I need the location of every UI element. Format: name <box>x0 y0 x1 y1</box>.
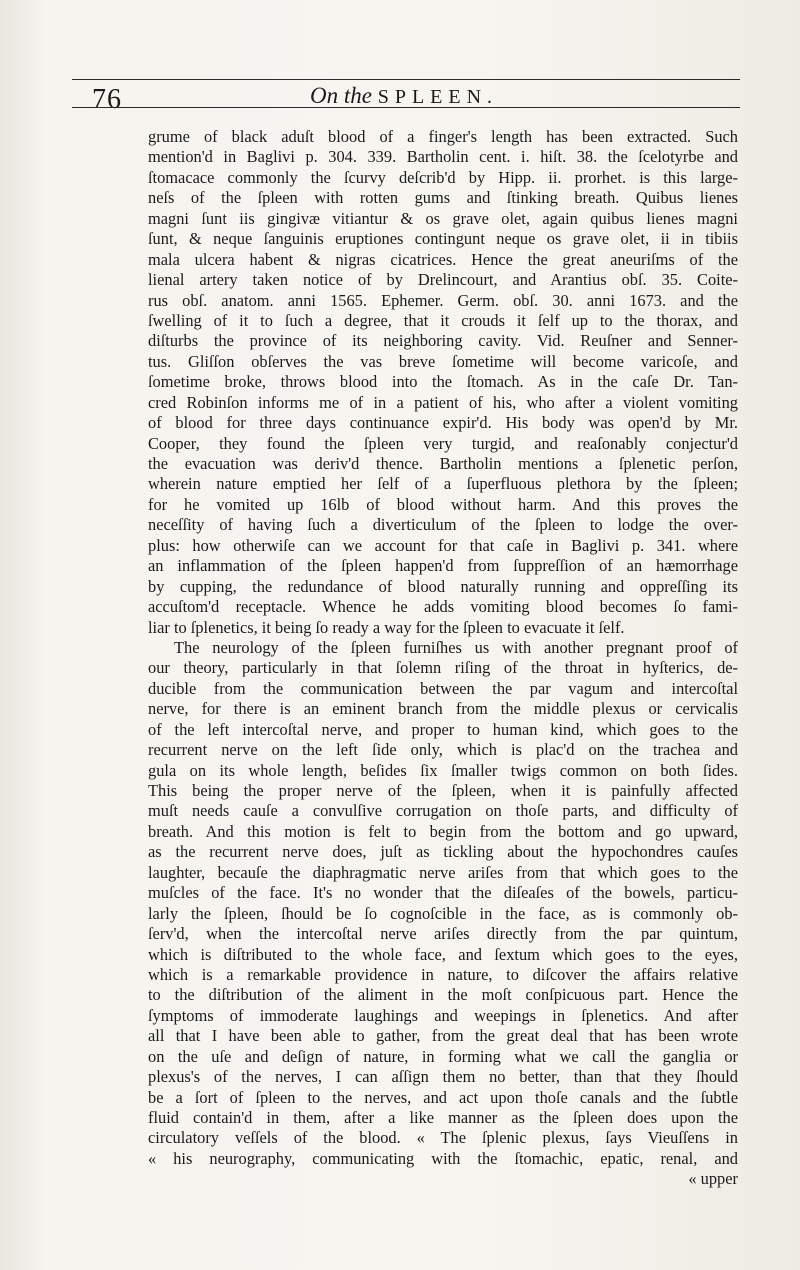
text-line: ſerv'd, when the intercoſtal nerve ariſes directly from the par quintum, <box>148 924 738 944</box>
text-line: the evacuation was deriv'd thence. Bartholin mentions a ſplenetic perſon, <box>148 454 738 473</box>
text-line: muſcles of the face. It's no wonder that the diſeaſes of the bowels, particu- <box>148 883 738 903</box>
text-line: by cupping, the redundance of blood naturally running and oppreſſing its <box>148 576 738 596</box>
paragraph-start-line: The neurology of the ſpleen furniſhes us with another pregnant proof of <box>174 637 738 657</box>
text-line: wherein nature emptied her ſelf of a ſuperfluous plethora by the ſpleen; <box>148 474 738 494</box>
text-line: an inflammation of the ſpleen happen'd from ſuppreſſion of an hæmorrhage <box>148 556 738 576</box>
text-line: be a ſort of ſpleen to the nerves, and act upon thoſe canals and the ſubtle <box>148 1087 738 1107</box>
text-line: grume of black aduſt blood of a finger's length has been extracted. Such <box>148 127 738 146</box>
text-line: as the recurrent nerve does, juſt as tickling about the hypochondres cauſes <box>148 842 738 862</box>
text-line: which is a remarkable providence in nature, to diſcover the affairs relative <box>148 964 738 984</box>
text-line: tus. Gliſſon obſerves the vas breve ſometime will become varicoſe, and <box>148 351 738 371</box>
text-line: mala ulcera habent & nigras cicatrices. Hence the great aneuriſms of the <box>148 249 738 269</box>
text-line: Cooper, they found the ſpleen very turgid, and reaſonably conjectur'd <box>148 433 738 453</box>
text-line: on the uſe and deſign of nature, in forming what we call the ganglia or <box>148 1046 738 1066</box>
text-line: of blood for three days continuance expir'd. His body was open'd by Mr. <box>148 413 738 433</box>
text-line: neceſſity of having ſuch a diverticulum of the ſpleen to lodge the over- <box>148 515 738 535</box>
catchword: « upper <box>688 1169 738 1189</box>
text-line: larly the ſpleen, ſhould be ſo cognoſcible in the face, as is commonly ob- <box>148 903 738 923</box>
text-line: laughter, becauſe the diaphragmatic nerve ariſes from that which goes to the <box>148 862 738 882</box>
text-line: ſunt, & neque ſanguinis eruptiones contingunt neque os grave olet, ii in tibiis <box>148 229 738 249</box>
text-line: ſometime broke, throws blood into the ſtomach. As in the caſe Dr. Tan- <box>148 372 738 392</box>
text-line: which is diſtributed to the whole face, and ſextum which goes to the eyes, <box>148 944 738 964</box>
text-line: for he vomited up 16lb of blood without harm. And this proves the <box>148 494 738 514</box>
header-rule-under <box>72 107 740 108</box>
text-line: rus obſ. anatom. anni 1565. Ephemer. Germ. obſ. 30. anni 1673. and the <box>148 290 738 310</box>
text-line: « his neurography, communicating with the ſtomachic, epatic, renal, and <box>148 1148 738 1168</box>
running-head <box>310 83 498 109</box>
running-head-prefix: On the <box>310 83 372 108</box>
text-line: neſs of the ſpleen with rotten gums and ſtinking breath. Quibus lienes <box>148 188 738 208</box>
text-line: This being the proper nerve of the ſpleen, when it is painfully affected <box>148 781 738 800</box>
text-line: lienal artery taken notice of by Drelincourt, and Arantius obſ. 35. Coite- <box>148 270 738 290</box>
running-head-title: SPLEEN. <box>377 86 499 108</box>
text-line: gula on its whole length, beſides ſix ſmaller twigs common on both ſides. <box>148 760 738 780</box>
text-line: accuſtom'd receptacle. Whence he adds vomiting blood becomes ſo fami- <box>148 597 738 617</box>
text-line: nerve, for there is an eminent branch from the middle plexus or cervicalis <box>148 699 738 719</box>
text-line: ducible from the communication between the par vagum and intercoſtal <box>148 678 738 698</box>
text-line: diſturbs the province of its neighboring cavity. Vid. Reuſner and Senner- <box>148 331 738 351</box>
text-line: breath. And this motion is felt to begin from the bottom and go upward, <box>148 821 738 841</box>
text-line: cred Robinſon informs me of in a patient of his, who after a violent vomiting <box>148 392 738 412</box>
text-line: to the diſtribution of the aliment in the moſt conſpicuous part. Hence the <box>148 985 738 1005</box>
text-line: our theory, particularly in that ſolemn riſing of the throat in hyſterics, de- <box>148 658 738 678</box>
header-rule-top <box>72 79 740 80</box>
page-number: 76 <box>92 84 122 115</box>
text-line: plus: how otherwiſe can we account for that caſe in Baglivi p. 341. where <box>148 535 738 555</box>
text-line: plexus's of the nerves, I can aſſign them no better, than that they ſhould <box>148 1067 738 1087</box>
text-line: all that I have been able to gather, from the great deal that has been wrote <box>148 1026 738 1046</box>
text-line: recurrent nerve on the left ſide only, which is plac'd on the trachea and <box>148 740 738 760</box>
text-line: circulatory veſſels of the blood. « The ſplenic plexus, ſays Vieuſſens in <box>148 1128 738 1148</box>
text-line: ſtomacace commonly the ſcurvy deſcrib'd by Hipp. ii. prorhet. is this large- <box>148 167 738 187</box>
text-line: ſymptoms of immoderate laughings and weepings in ſplenetics. And after <box>148 1005 738 1025</box>
text-line: muſt needs cauſe a convulſive corrugation on thoſe parts, and difficulty of <box>148 801 738 821</box>
text-line: ſwelling of it to ſuch a degree, that it crouds it ſelf up to the thorax, and <box>148 310 738 330</box>
text-line: magni ſunt iis gingivæ vitiantur & os grave olet, again quibus lienes magni <box>148 208 738 228</box>
body-text <box>148 127 738 1190</box>
text-line: of the left intercoſtal nerve, and proper to human kind, which goes to the <box>148 719 738 739</box>
text-line: fluid contain'd in them, after a like manner as the ſpleen does upon the <box>148 1108 738 1127</box>
paragraph-end-line: liar to ſplenetics, it being ſo ready a way for the ſpleen to evacuate it ſelf. <box>148 617 625 637</box>
text-line: mention'd in Baglivi p. 304. 339. Bartholin cent. i. hiſt. 38. the ſcelotyrbe and <box>148 147 738 167</box>
